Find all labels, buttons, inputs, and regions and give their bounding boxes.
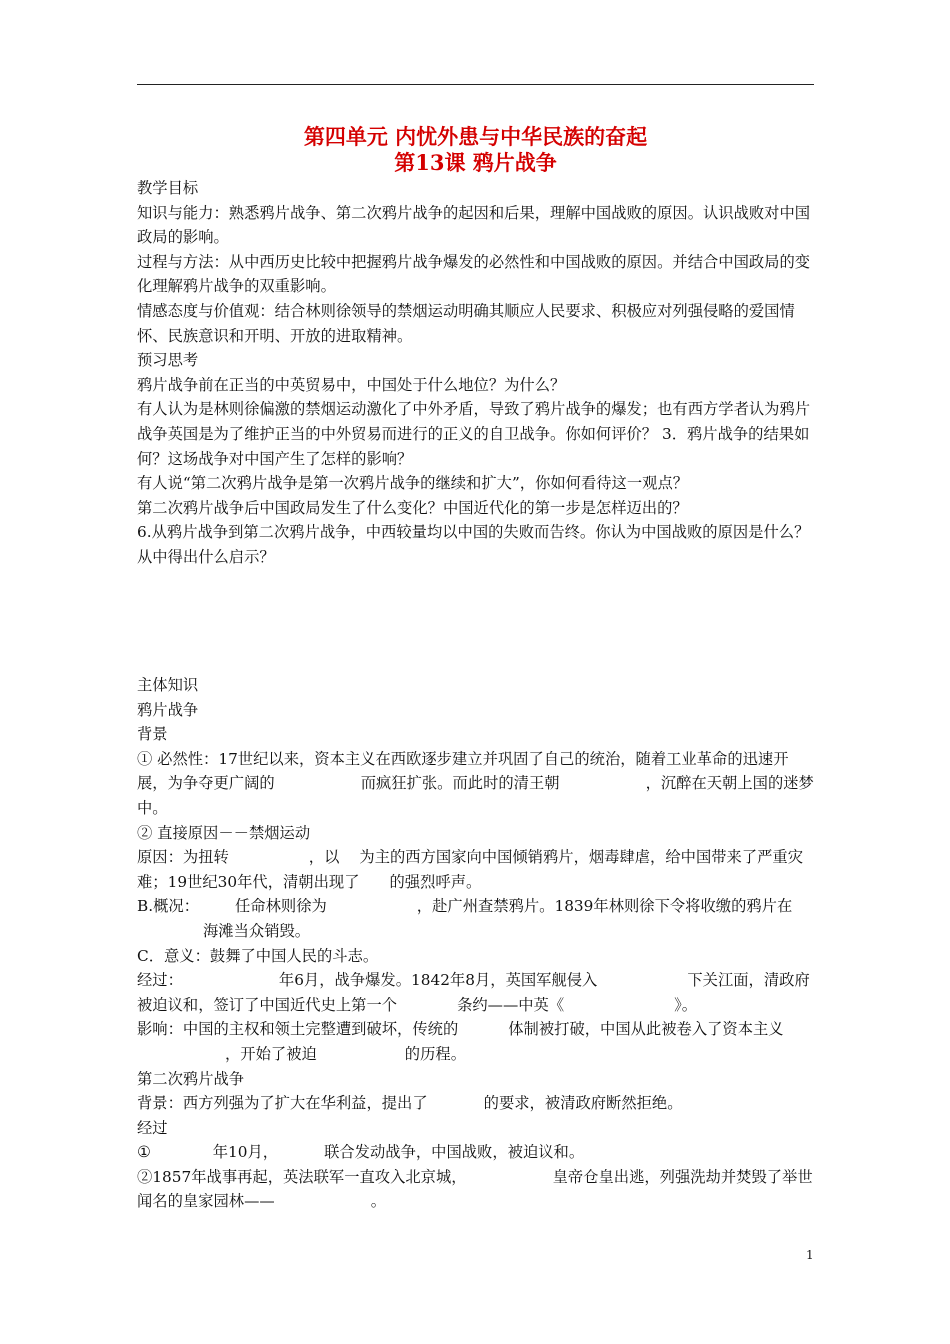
text-segment: 的强烈呼声。 <box>389 872 482 891</box>
text-segment: 影响：中国的主权和领土完整遭到破坏，传统的 <box>137 1020 459 1039</box>
text-segment: ，赴广州查禁鸦片。1839年林则徐下令将收缴的鸦片在 <box>416 897 793 916</box>
text-segment: 背景：西方列强为了扩大在华利益，提出了 <box>137 1094 428 1113</box>
preview-question-2: 有人认为是林则徐偏激的禁烟运动激化了中外矛盾，导致了鸦片战争的爆发；也有西方学者认为鸦片战争英国是为了维护正当的中外贸易而进行的正义的自卫战争。你如何评价？ 3．鸦片战争的结果如何？这场战争对中国产生了怎样的影响？ <box>137 400 811 468</box>
process2-heading: 经过 <box>137 1118 168 1137</box>
main-heading: 主体知识 <box>137 676 199 694</box>
bg2-line <box>137 1091 814 1116</box>
text-segment: ，沉醉在天朝上国的迷梦中。 <box>137 774 814 817</box>
necessity-line <box>137 747 814 821</box>
text-segment: 条约——中英《 <box>457 995 565 1014</box>
text-segment: 》。 <box>674 995 698 1014</box>
text-segment: 体制被打破，中国从此被卷入了资本主义 <box>508 1020 784 1039</box>
text-segment: 而疯狂扩张。而此时的清王朝 <box>360 774 560 793</box>
page-number: 1 <box>806 1248 814 1262</box>
text-segment: ②1857年战事再起，英法联军一直攻入北京城， <box>137 1167 467 1186</box>
war2-heading: 第二次鸦片战争 <box>137 1069 245 1088</box>
text-segment: 。 <box>370 1192 386 1211</box>
text-segment: ① 必然性：17世纪以来，资本主义在西欧逐步建立并巩固了自己的统治，随着工业革命的迅速开展，为争夺更广阔的 <box>137 749 789 793</box>
main-section <box>137 673 814 1214</box>
reason-line <box>137 845 814 894</box>
preview-question-6: 6.从鸦片战争到第二次鸦片战争，中西较量均以中国的失败而告终。你认为中国战败的原因是什么？从中得出什么启示？ <box>137 523 810 566</box>
unit-title: 第四单元 内忧外患与中华民族的奋起 <box>303 124 648 149</box>
text-segment: 皇帝仓皇出逃，列强洗劫并焚毁了举世闻名的皇家园林—— <box>137 1167 813 1211</box>
step1-line <box>137 1140 814 1165</box>
impact-line <box>137 1017 814 1066</box>
lesson-title: 第13课 鸦片战争 <box>394 150 557 175</box>
goal-knowledge: 知识与能力：熟悉鸦片战争、第二次鸦片战争的起因和后果，理解中国战败的原因。认识战败对中国政局的影响。 <box>137 203 811 247</box>
text-segment: B.概况： <box>137 897 199 916</box>
text-segment: 为主的西方国家向中国倾销鸦片，烟毒肆虐，给中国带来了严重灾难；19世纪30年代，清朝出现了 <box>137 848 804 891</box>
text-segment: 年6月，战争爆发。1842年8月，英国军舰侵入 <box>278 971 598 990</box>
war1-heading: 鸦片战争 <box>137 700 199 719</box>
text-segment: 任命林则徐为 <box>235 897 327 916</box>
goal-emotion: 情感态度与价值观：结合林则徐领导的禁烟运动明确其顺应人民要求、积极应对列强侵略的爱国情怀、民族意识和开明、开放的进取精神。 <box>137 301 795 345</box>
preview-question-1: 鸦片战争前在正当的中英贸易中，中国处于什么地位？为什么？ <box>137 375 566 394</box>
header-rule <box>137 84 814 85</box>
background-heading: 背景 <box>137 725 168 744</box>
text-segment: ，开始了被迫 <box>225 1044 317 1063</box>
preview-question-5: 第二次鸦片战争后中国政局发生了什么变化？中国近代化的第一步是怎样迈出的？ <box>137 498 688 517</box>
text-segment: 的要求，被清政府断然拒绝。 <box>483 1094 683 1113</box>
text-segment: 的历程。 <box>404 1044 466 1063</box>
goal-process: 过程与方法：从中西历史比较中把握鸦片战争爆发的必然性和中国战败的原因。并结合中国政局的变化理解鸦片战争的双重影响。 <box>137 252 811 296</box>
text-segment: ① <box>137 1143 151 1162</box>
process-line <box>137 968 814 1017</box>
goals-section <box>137 176 814 570</box>
preview-question-4: 有人说“第二次鸦片战争是第一次鸦片战争的继续和扩大”，你如何看待这一观点？ <box>137 474 689 493</box>
text-segment: 原因：为扭转 <box>137 848 229 867</box>
overview-line <box>137 894 814 943</box>
text-segment: ，以 <box>308 848 340 867</box>
text-segment: 年10月， <box>212 1143 279 1162</box>
goals-heading: 教学目标 <box>137 179 199 197</box>
text-segment: 联合发动战争，中国战败，被迫议和。 <box>324 1143 585 1162</box>
significance-line: C．意义：鼓舞了中国人民的斗志。 <box>137 946 379 965</box>
preview-heading: 预习思考 <box>137 351 199 370</box>
direct-cause-heading: ② 直接原因－－禁烟运动 <box>137 823 311 842</box>
step2-line <box>137 1165 814 1214</box>
text-segment: 海滩当众销毁。 <box>203 921 311 940</box>
text-segment: 经过： <box>137 971 183 990</box>
text-segment: 下关江面，清政府被迫议和，签订了中国近代史上第一个 <box>137 971 810 1014</box>
